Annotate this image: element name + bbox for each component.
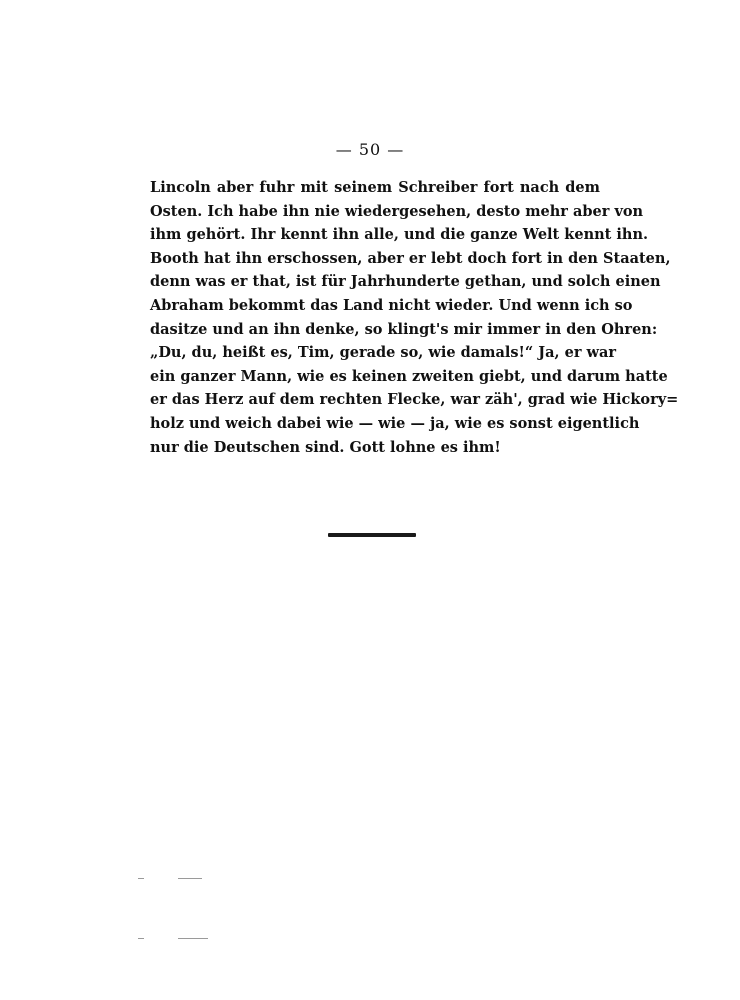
text-line: nur die Deutschen sind. Gott lohne es ihm!: [150, 438, 501, 456]
text-line: „Du, du, heißt es, Tim, gerade so, wie damals!“ Ja, er war: [150, 344, 617, 362]
section-end-rule: [328, 533, 416, 537]
text-line: er das Herz auf dem rechten Flecke, war zäh', grad wie Hickory=: [150, 391, 679, 409]
text-line: holz und weich dabei wie — wie — ja, wie es sonst eigentlich: [150, 414, 640, 432]
scan-speck: [138, 878, 144, 879]
scan-speck: [178, 878, 202, 879]
text-line: dasitze und an ihn denke, so klingt's mir immer in den Ohren:: [150, 320, 658, 338]
text-line: Booth hat ihn erschossen, aber er lebt doch fort in den Staaten,: [150, 249, 671, 267]
text-line: ihm gehört. Ihr kennt ihn alle, und die ganze Welt kennt ihn.: [150, 226, 649, 244]
page-number: — 50 —: [335, 140, 405, 159]
text-line: Lincoln aber fuhr mit seinem Schreiber fort nach dem: [150, 179, 600, 196]
scan-speck: [178, 938, 208, 939]
text-line: Osten. Ich habe ihn nie wiedergesehen, desto mehr aber von: [150, 202, 644, 220]
text-line: denn was er that, ist für Jahrhunderte gethan, und solch einen: [150, 273, 661, 291]
scan-speck: [138, 938, 144, 939]
text-line: Abraham bekommt das Land nicht wieder. Und wenn ich so: [150, 296, 633, 314]
text-line: ein ganzer Mann, wie es keinen zweiten giebt, und darum hatte: [150, 367, 668, 385]
body-paragraph: [150, 176, 679, 459]
